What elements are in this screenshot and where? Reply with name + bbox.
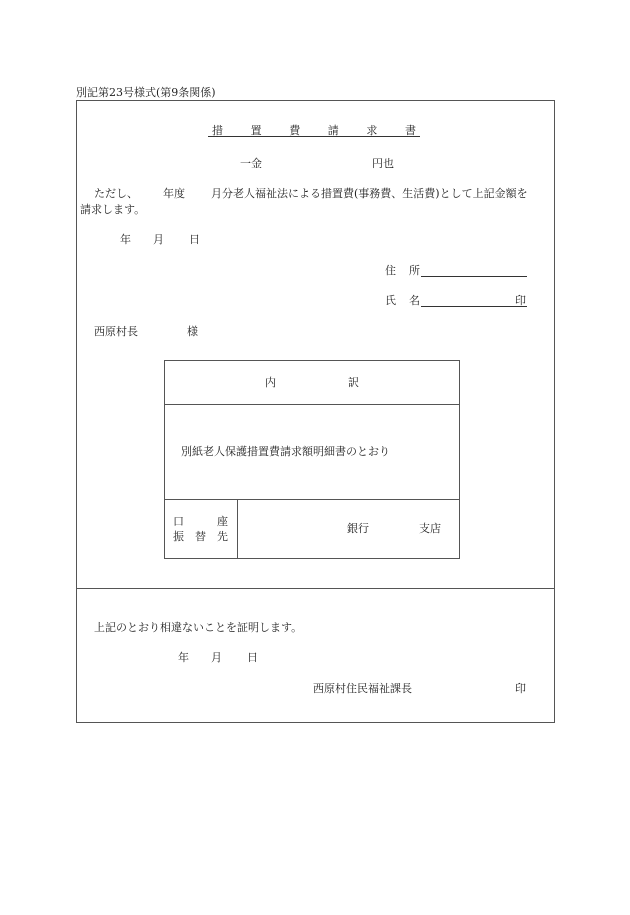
title-char: 費 (289, 124, 301, 137)
title-char: 請 (327, 124, 339, 137)
address-label-2: 所 (409, 264, 420, 277)
body-text-request: 請求します。 (80, 203, 146, 216)
recipient-name: 西原村長 (94, 325, 138, 338)
form-number-label: 別記第23号様式(第9条関係) (76, 86, 216, 99)
certification-text: 上記のとおり相違ないことを証明します。 (94, 621, 303, 634)
cert-date-day: 日 (247, 651, 258, 664)
amount-prefix: 一金 (240, 157, 262, 170)
title-char: 求 (366, 124, 378, 137)
amount-suffix: 円也 (372, 157, 394, 170)
account-label-a: 口 (173, 515, 184, 528)
section-divider (76, 588, 555, 589)
account-label-d: 替 (195, 530, 206, 543)
bank-label: 銀行 (347, 522, 369, 535)
cert-date-year: 年 (178, 651, 189, 664)
name-line (421, 294, 527, 307)
certifying-officer: 西原村住民福祉課長 (313, 682, 412, 695)
name-label-2: 名 (409, 294, 420, 307)
breakdown-header-2: 訳 (348, 376, 359, 389)
date-year: 年 (120, 233, 131, 246)
account-label-e: 先 (217, 530, 228, 543)
date-month: 月 (153, 233, 164, 246)
body-text-main: 月分老人福祉法による措置費(事務費、生活費)として上記金額を (211, 187, 528, 200)
body-text-year: 年度 (163, 187, 185, 200)
address-label-1: 住 (385, 264, 396, 277)
date-day: 日 (189, 233, 200, 246)
breakdown-content: 別紙老人保護措置費請求額明細書のとおり (181, 445, 390, 458)
name-label-1: 氏 (385, 294, 396, 307)
title-char: 書 (404, 124, 416, 137)
recipient-honorific: 様 (187, 325, 198, 338)
title-char: 置 (250, 124, 262, 137)
name-seal: 印 (515, 294, 526, 307)
form-title (208, 124, 420, 137)
cert-date-month: 月 (211, 651, 222, 664)
officer-seal: 印 (515, 682, 526, 695)
account-label-c: 振 (173, 530, 184, 543)
branch-label: 支店 (419, 522, 441, 535)
breakdown-table (164, 360, 460, 559)
title-char: 措 (212, 124, 223, 137)
address-line (421, 264, 527, 277)
account-label-b: 座 (217, 515, 228, 528)
breakdown-header-1: 内 (265, 376, 276, 389)
body-text-ta: ただし、 (94, 187, 138, 200)
